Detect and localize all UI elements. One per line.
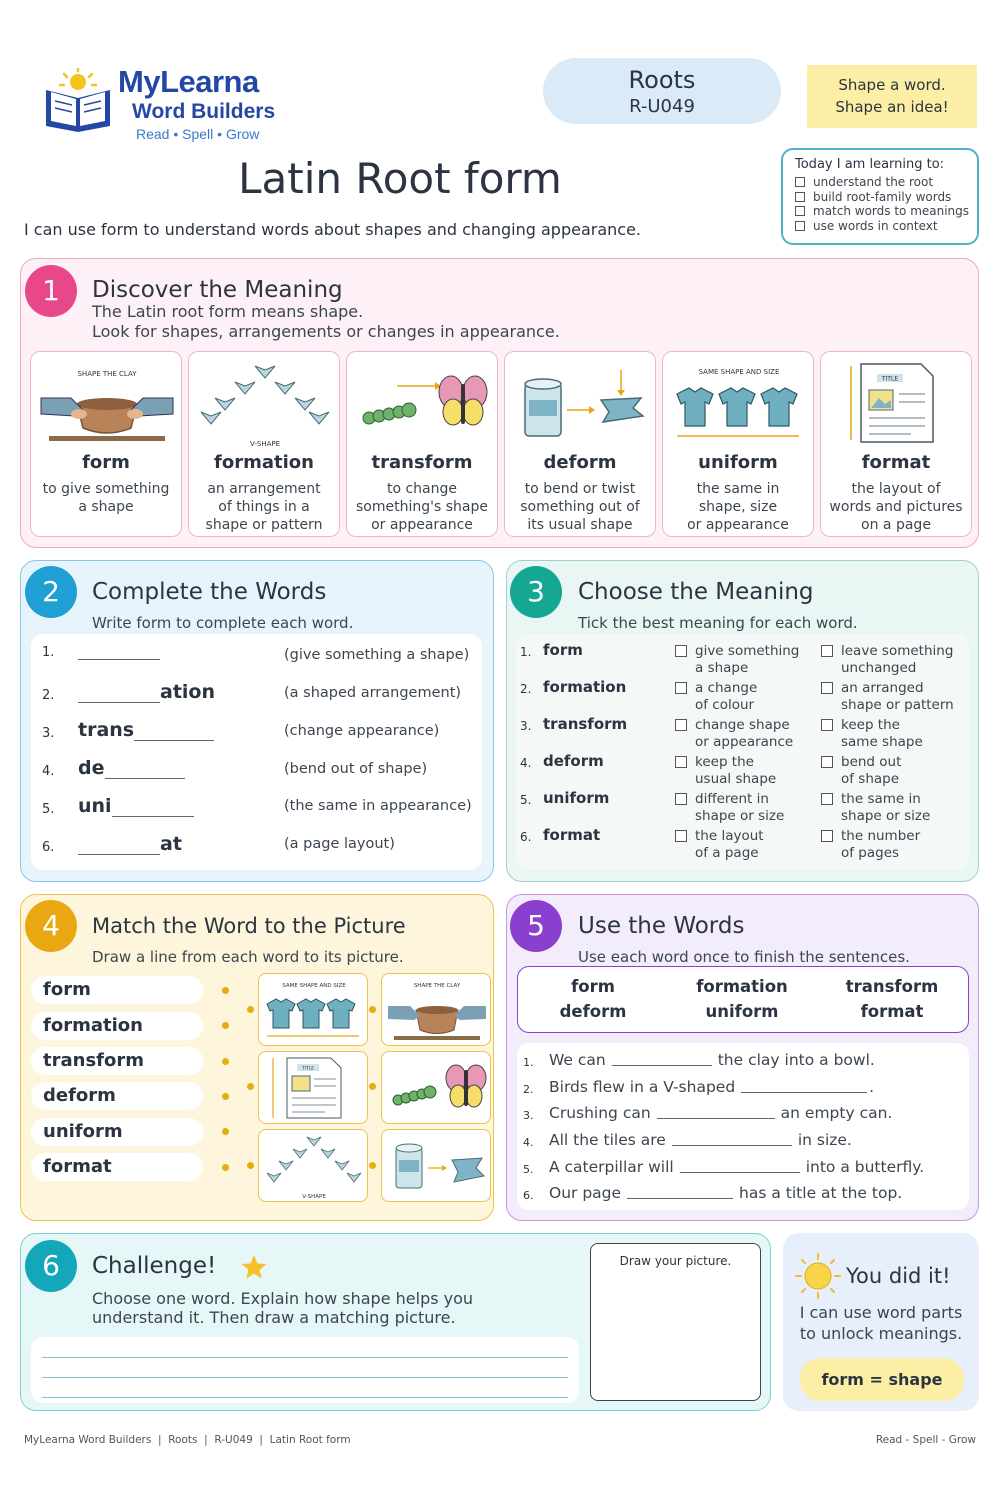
drawing-area-label: Draw your picture. <box>619 1254 732 1268</box>
section-heading: Match the Word to the Picture <box>92 914 406 938</box>
sentence-start: Crushing can <box>549 1104 651 1122</box>
word-prefix: trans <box>78 719 135 741</box>
completion-title: You did it! <box>846 1264 951 1288</box>
section-subtitle: understand it. Then draw a matching picture. <box>92 1308 456 1327</box>
root-formula: form = shape <box>800 1358 964 1401</box>
checkbox[interactable] <box>821 719 833 731</box>
answer-blank[interactable] <box>741 1092 867 1093</box>
word-bank-item: form <box>571 977 615 996</box>
checkbox[interactable] <box>795 206 805 216</box>
section-number: 5 <box>510 900 562 952</box>
checkbox[interactable] <box>821 682 833 694</box>
intro-text: I can use form to understand words about shapes and changing appearance. <box>24 220 642 239</box>
writing-line <box>42 1357 568 1358</box>
learning-goals-heading: Today I am learning to: <box>795 157 945 172</box>
checkbox[interactable] <box>675 719 687 731</box>
word-bank-item: formation <box>696 977 788 996</box>
choose-word: form <box>543 641 583 659</box>
match-picture-shirts[interactable] <box>258 973 368 1046</box>
word-bank-item: transform <box>845 977 939 996</box>
picture-label: V-SHAPE <box>302 1194 326 1200</box>
answer-blank[interactable] <box>672 1145 792 1146</box>
checkbox[interactable] <box>675 756 687 768</box>
picture-label: SHAPE THE CLAY <box>413 983 461 989</box>
row-hint: (give something a shape) <box>284 647 470 663</box>
writing-line <box>42 1397 568 1398</box>
section-number: 6 <box>25 1240 77 1292</box>
word-suffix: ation <box>160 681 215 703</box>
section-heading: Use the Words <box>578 913 745 939</box>
card-definition: to give something a shape <box>42 481 170 515</box>
unit-badge <box>543 58 781 124</box>
row-number: 6. <box>523 1189 534 1202</box>
section-heading: Discover the Meaning <box>92 277 343 303</box>
sentence <box>523 1158 924 1176</box>
choose-word: formation <box>543 678 627 696</box>
section-number: 2 <box>25 566 77 618</box>
option-b[interactable]: leave something unchanged <box>821 643 953 676</box>
word-suffix: at <box>160 833 182 855</box>
option-b[interactable]: bend out of shape <box>821 754 901 787</box>
row-number: 5. <box>520 793 532 807</box>
learning-goal <box>795 204 977 219</box>
document-page-icon <box>821 352 973 452</box>
birds-v-formation-icon <box>189 352 341 452</box>
section-number: 3 <box>510 566 562 618</box>
card-word: transform <box>371 452 473 473</box>
section-subtitle: Look for shapes, arrangements or changes in appearance. <box>92 322 560 341</box>
row-number: 3. <box>520 719 532 733</box>
caterpillar-butterfly-icon <box>347 352 499 452</box>
row-hint: (a shaped arrangement) <box>284 685 462 701</box>
complete-row <box>42 645 160 660</box>
writing-line <box>42 1377 568 1378</box>
three-shirts-icon <box>663 352 815 452</box>
picture-label: TITLE <box>301 1066 315 1072</box>
match-word[interactable]: transform <box>31 1047 203 1075</box>
row-number: 1. <box>42 645 55 660</box>
unit-badge-title: Roots <box>628 66 696 94</box>
learning-goals-box <box>781 148 979 245</box>
row-number: 2. <box>520 682 532 696</box>
option-a[interactable]: different in shape or size <box>675 791 784 824</box>
match-dot[interactable] <box>369 1083 376 1090</box>
sentence-end: . <box>869 1078 875 1096</box>
answer-blank[interactable] <box>680 1172 800 1173</box>
word-card-form <box>30 351 182 537</box>
row-hint: (bend out of shape) <box>284 761 428 777</box>
match-picture-butterfly[interactable] <box>381 1051 491 1124</box>
match-word[interactable]: formation <box>31 1012 203 1040</box>
card-image-label: TITLE <box>881 375 899 383</box>
footer-left: MyLearna Word Builders | Roots | R-U049 | Latin Root form <box>24 1434 351 1446</box>
learning-goal <box>795 219 977 234</box>
section-subtitle: Tick the best meaning for each word. <box>578 614 858 632</box>
sentence-start: Our page <box>549 1184 622 1202</box>
complete-row <box>42 833 182 855</box>
star-icon <box>240 1253 268 1281</box>
answer-blank[interactable] <box>134 740 214 741</box>
option-a[interactable]: change shape or appearance <box>675 717 793 750</box>
sticky-note-line1: Shape a word. <box>838 76 946 94</box>
choose-word: transform <box>543 715 628 733</box>
match-dot[interactable] <box>247 1083 254 1090</box>
card-definition: the layout of words and pictures on a page <box>829 481 963 533</box>
learning-goal-text: match words to meanings <box>813 204 970 219</box>
section-heading: Challenge! <box>92 1253 217 1279</box>
clay-pot-hands-icon <box>382 974 491 1046</box>
card-image-label: SAME SHAPE AND SIZE <box>698 368 780 376</box>
row-number: 6. <box>520 830 532 844</box>
learning-goal <box>795 190 977 205</box>
match-picture-clay[interactable] <box>381 973 491 1046</box>
match-dot[interactable] <box>222 987 229 994</box>
complete-row <box>42 795 194 817</box>
sun-icon <box>794 1252 842 1300</box>
section-subtitle: Draw a line from each word to its picture. <box>92 948 404 966</box>
sentence-end: in size. <box>797 1131 852 1149</box>
complete-row <box>42 719 214 741</box>
unit-badge-code: R-U049 <box>629 96 695 117</box>
sentence <box>523 1051 875 1069</box>
option-a[interactable]: the layout of a page <box>675 828 764 861</box>
row-number: 4. <box>523 1136 534 1149</box>
sentence <box>523 1184 902 1202</box>
option-a[interactable]: give something a shape <box>675 643 799 676</box>
sentence <box>523 1131 852 1149</box>
checkbox[interactable] <box>821 830 833 842</box>
match-picture-can[interactable] <box>381 1129 491 1202</box>
sentence-start: Birds flew in a V-shaped <box>549 1078 736 1096</box>
row-hint: (the same in appearance) <box>284 798 472 814</box>
match-dot[interactable] <box>222 1058 229 1065</box>
learning-goal <box>795 175 977 190</box>
picture-label: SAME SHAPE AND SIZE <box>282 983 346 989</box>
row-number: 1. <box>523 1056 534 1069</box>
row-number: 3. <box>42 726 55 741</box>
learning-goal-text: build root-family words <box>813 189 952 204</box>
word-bank-item: uniform <box>705 1002 779 1021</box>
word-card-deform <box>504 351 656 537</box>
answer-blank[interactable] <box>78 659 160 660</box>
sentence-end: has a title at the top. <box>739 1184 903 1202</box>
sentence-end: the clay into a bowl. <box>717 1051 875 1069</box>
match-word[interactable]: format <box>31 1153 203 1181</box>
match-dot[interactable] <box>247 1162 254 1169</box>
option-b[interactable]: keep the same shape <box>821 717 923 750</box>
answer-blank[interactable] <box>105 778 185 779</box>
match-word[interactable]: form <box>31 976 203 1004</box>
match-word[interactable]: uniform <box>31 1118 203 1146</box>
complete-row <box>42 757 185 779</box>
card-word: formation <box>214 452 314 473</box>
row-number: 5. <box>523 1163 534 1176</box>
answer-blank[interactable] <box>78 854 160 855</box>
checkbox[interactable] <box>675 793 687 805</box>
option-a[interactable]: keep the usual shape <box>675 754 776 787</box>
option-b[interactable]: the number of pages <box>821 828 920 861</box>
card-word: uniform <box>698 452 778 473</box>
card-definition: to bend or twist something out of its usual shape <box>520 481 640 533</box>
section-subtitle: The Latin root form means shape. <box>92 302 364 321</box>
choose-word: uniform <box>543 789 610 807</box>
crushed-can-icon <box>382 1130 491 1202</box>
option-b[interactable]: the same in shape or size <box>821 791 930 824</box>
word-bank-item: deform <box>559 1002 627 1021</box>
match-picture-birds[interactable] <box>258 1129 368 1202</box>
checkbox[interactable] <box>795 192 805 202</box>
sentence-start: All the tiles are <box>549 1131 666 1149</box>
word-card-transform <box>346 351 498 537</box>
sentence-start: A caterpillar will <box>549 1158 674 1176</box>
row-number: 4. <box>42 764 55 779</box>
sentence-end: into a butterfly. <box>805 1158 925 1176</box>
word-prefix: de <box>78 757 105 779</box>
sticky-note-line2: Shape an idea! <box>835 98 949 116</box>
checkbox[interactable] <box>821 645 833 657</box>
brand-tagline: Read • Spell • Grow <box>136 126 260 142</box>
checkbox[interactable] <box>821 756 833 768</box>
writing-area[interactable] <box>31 1337 579 1403</box>
option-a[interactable]: a change of colour <box>675 680 757 713</box>
match-dot[interactable] <box>222 1093 229 1100</box>
open-book-sun-icon <box>40 68 120 136</box>
section-subtitle: Use each word once to finish the sentences. <box>578 948 910 966</box>
birds-v-formation-icon <box>259 1130 368 1202</box>
card-definition: to change something's shape or appearance <box>356 481 488 533</box>
row-hint: (change appearance) <box>284 723 440 739</box>
sentence-end: an empty can. <box>780 1104 893 1122</box>
clay-pot-hands-icon <box>31 352 183 452</box>
match-dot[interactable] <box>247 1006 254 1013</box>
card-image-label: SHAPE THE CLAY <box>77 370 137 378</box>
answer-blank[interactable] <box>657 1118 775 1119</box>
row-number: 5. <box>42 802 55 817</box>
answer-blank[interactable] <box>627 1198 733 1199</box>
section-heading: Choose the Meaning <box>578 579 814 605</box>
answer-blank[interactable] <box>112 816 194 817</box>
learning-goal-text: understand the root <box>813 175 934 189</box>
card-word: format <box>861 452 931 473</box>
card-definition: an arrangement of things in a shape or pattern <box>205 481 323 533</box>
match-word[interactable]: deform <box>31 1082 203 1110</box>
row-number: 4. <box>520 756 532 770</box>
three-shirts-icon <box>259 974 368 1046</box>
choose-word: deform <box>543 752 604 770</box>
brand-sub: Word Builders <box>132 100 276 123</box>
row-number: 2. <box>523 1083 534 1096</box>
section-heading: Complete the Words <box>92 579 327 605</box>
checkbox[interactable] <box>675 830 687 842</box>
word-card-uniform <box>662 351 814 537</box>
sticky-note <box>807 65 977 128</box>
section-number: 4 <box>25 900 77 952</box>
match-picture-page[interactable] <box>258 1051 368 1124</box>
completion-text: I can use word parts to unlock meanings. <box>799 1303 963 1343</box>
card-word: form <box>82 452 130 473</box>
match-dot[interactable] <box>222 1164 229 1171</box>
match-dot[interactable] <box>369 1006 376 1013</box>
row-hint: (a page layout) <box>284 836 395 852</box>
word-card-formation <box>188 351 340 537</box>
match-dot[interactable] <box>369 1162 376 1169</box>
row-number: 3. <box>523 1109 534 1122</box>
checkbox[interactable] <box>795 177 805 187</box>
crushed-can-icon <box>505 352 657 452</box>
page-title: Latin Root form <box>238 154 562 203</box>
checkbox[interactable] <box>821 793 833 805</box>
match-dot[interactable] <box>222 1128 229 1135</box>
checkbox[interactable] <box>795 221 805 231</box>
caterpillar-butterfly-icon <box>382 1052 491 1124</box>
checkbox[interactable] <box>675 682 687 694</box>
card-word: deform <box>543 452 617 473</box>
footer-right: Read - Spell - Grow <box>875 1434 976 1446</box>
card-image-label: V-SHAPE <box>249 440 281 448</box>
sentence <box>523 1078 874 1096</box>
card-definition: the same in shape, size or appearance <box>687 481 789 533</box>
sentence <box>523 1104 892 1122</box>
section-subtitle: Choose one word. Explain how shape helps you <box>92 1289 474 1308</box>
learning-goal-text: use words in context <box>813 218 938 233</box>
answer-blank[interactable] <box>78 702 160 703</box>
option-b[interactable]: an arranged shape or pattern <box>821 680 954 713</box>
section-subtitle: Write form to complete each word. <box>92 614 354 632</box>
choose-word: format <box>543 826 601 844</box>
match-dot[interactable] <box>222 1022 229 1029</box>
document-page-icon <box>259 1052 368 1124</box>
checkbox[interactable] <box>675 645 687 657</box>
sentence-start: We can <box>549 1051 606 1069</box>
complete-row <box>42 681 215 703</box>
section-number: 1 <box>25 265 77 317</box>
answer-blank[interactable] <box>612 1065 712 1066</box>
row-number: 2. <box>42 688 55 703</box>
row-number: 6. <box>42 840 55 855</box>
word-bank-item: format <box>860 1002 924 1021</box>
word-card-format <box>820 351 972 537</box>
word-prefix: uni <box>78 795 112 817</box>
row-number: 1. <box>520 645 532 659</box>
brand-name: MyLearna <box>118 64 259 99</box>
